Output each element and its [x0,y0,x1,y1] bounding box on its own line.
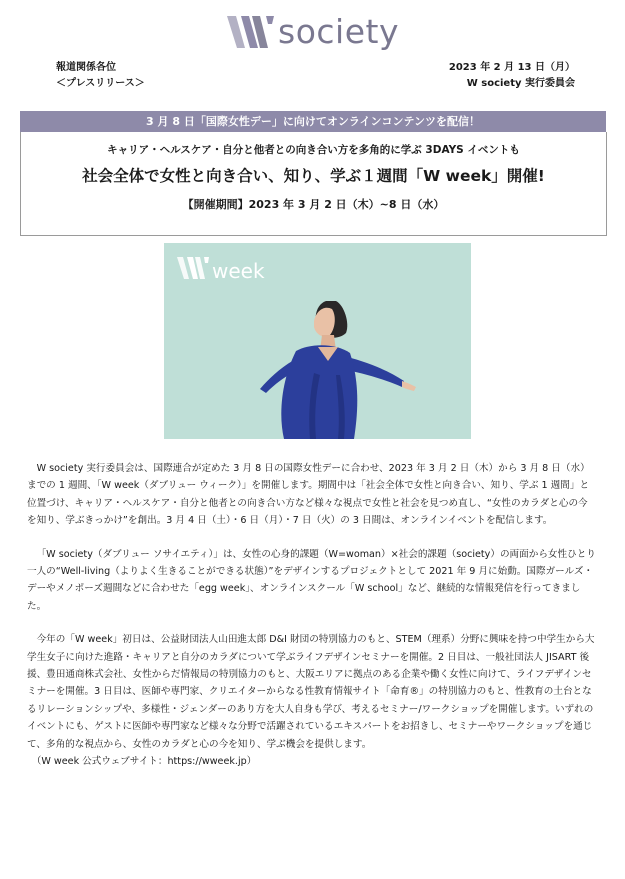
hero-image [164,243,471,439]
w-logo-icon [226,12,276,52]
headline-title: 社会全体で女性と向き合い、知り、学ぶ１週間「W week」開催! [82,167,545,185]
release-date: 2023 年 2 月 13 日（月） [448,62,575,73]
website-note[interactable]: （W week 公式ウェブサイト：https://wweek.jp） [31,756,257,768]
w-week-logo-icon [177,257,209,279]
logo-text: society [278,12,399,51]
header-left [56,60,145,92]
logo [0,10,625,54]
press-body [27,460,597,787]
recipient: 報道関係各位 [56,62,116,73]
headline-banner: 3 月 8 日「国際女性デー」に向けてオンラインコンテンツを配信！ [20,111,606,132]
event-period: 【開催期間】2023 年 3 月 2 日（木）~8 日（水） [182,198,445,211]
woman-figure-icon [260,301,416,439]
hero-logo-text: week [212,259,265,283]
release-type: ＜プレスリリース＞ [56,78,145,89]
body-paragraph-1: W society 実行委員会は、国際連合が定めた 3 月 8 日の国際女性デーに合わせ、2023 年 3 月 2 日（木）から 3 月 8 日（水）までの 1 週間、「W week（ダブリュー ウィーク）」を開催します。期間中は「社会全体で女性と向き合い、知り、学ぶ 1 週間」と位置づけ、キャリア・ヘルスケア・自分と他者との向き合い方など様々な視点で女性と社会を見つめ直し、“女性のカラダと心の今を知り、学ぶきっかけ”を創出。3 月 4 日（土）・6 日（月）・7 日（火）の 3 日間は、オンラインイベントを配信します。 [27,463,590,527]
body-paragraph-2: 「W society（ダブリュー ソサイエティ）」は、女性の心身的課題（W=woman）×社会的課題（society）の両面から女性ひとり一人の“Well-living（よりよく生きることができる状態）”をデザインするプロジェクトとして 2021 年 9 月に始動。国際ガールズ・デーやメノポーズ週間などに合わせた「egg week」、オンラインスクール「W school」など、継続的な情報発信を行ってきました。 [27,548,596,612]
issuer: W society 実行委員会 [466,78,575,89]
hero-illustration [164,243,471,439]
body-paragraph-3: 今年の「W week」初日は、公益財団法人山田進太郎 D&I 財団の特別協力のもと、STEM（理系）分野に興味を持つ中学生から大学生女子に向けた進路・キャリアと自分のカラダについて学ぶライフデザインセミナーを開催。2 日目は、一般社団法人 JISART 後援、豊田通商株式会社、女性からだ情報局の特別協力のもと、大阪エリアに拠点のある企業や働く女性に向けて、ライフデザインセミナーを開催。3 日目は、医師や専門家、クリエイターからなる性教育情報サイト「命育®」の特別協力のもと、性教育の土台となるリレーションシップや、多様性・ジェンダーのあり方を大人自身も学び、考えるセミナー/ワークショップを開催します。いずれのイベントにも、ゲストに医師や専門家など様々な分野で活躍されているエキスパートをお招きし、セミナーやワークショップを通じて、多角的な視点から、女性のカラダと心の今を知り、学ぶ機会を提供します。 [27,634,595,750]
header-right [449,60,575,92]
headline-subtitle: キャリア・ヘルスケア・自分と他者との向き合い方を多角的に学ぶ 3DAYS イベントも [107,144,520,156]
headline-box [20,132,607,236]
